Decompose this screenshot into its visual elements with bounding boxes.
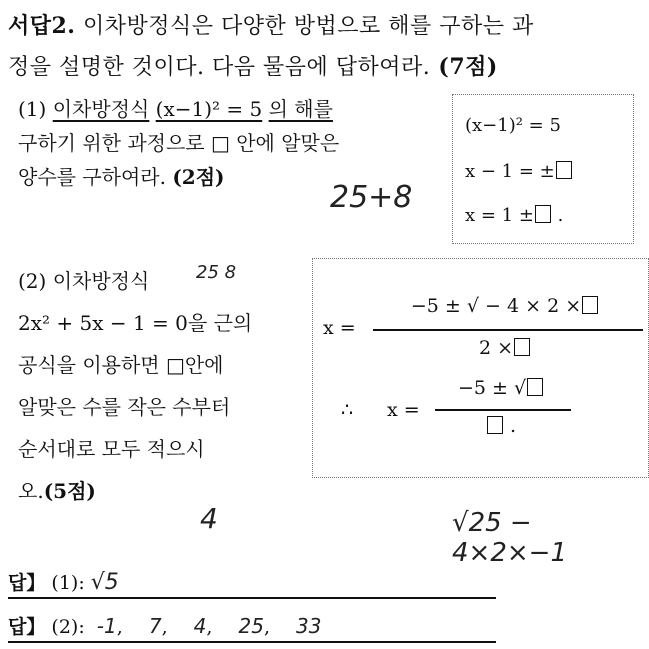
- answer-2-value: 4: [193, 614, 207, 638]
- part2-line4: 알맞은 수를 작은 수부터: [18, 395, 231, 419]
- therefore-denominator: .: [431, 415, 571, 437]
- blank-box: [582, 296, 598, 314]
- blank-box: [487, 416, 503, 434]
- formula-denominator: [369, 337, 641, 359]
- part1-equation: (x−1)² = 5: [155, 97, 263, 121]
- part2-line6: 오.: [18, 479, 44, 503]
- part1-line2: 구하기 위한 과정으로 □ 안에 알맞은: [18, 131, 340, 155]
- box1-line2-text: x − 1 = ±: [465, 161, 555, 182]
- question-title: [8, 6, 643, 88]
- question-text-line1: 이차방정식은 다양한 방법으로 해를 구하는 과: [75, 14, 534, 39]
- answer-2: 답】 (2): -1, 7, 4, 25, 33: [8, 614, 322, 638]
- part1-line1b: 의 해를: [268, 97, 333, 121]
- question-text-line2: 정을 설명한 것이다. 다음 물음에 답하여라.: [8, 55, 431, 80]
- blank-box: [527, 378, 543, 396]
- box1-line1: (x−1)² = 5: [465, 115, 561, 136]
- numerator-text: −5 ± √ − 4 × 2 ×: [410, 295, 582, 317]
- therefore-symbol: ∴: [341, 399, 354, 421]
- answer-2-value: -1: [96, 614, 117, 638]
- x-equals-1: x =: [323, 317, 356, 339]
- part1-label: (1): [18, 97, 47, 121]
- question-points: (7점): [438, 54, 498, 80]
- part1-text: [18, 92, 448, 194]
- answer-2-label: (2):: [51, 616, 85, 638]
- denominator-text: 2 ×: [478, 337, 514, 359]
- part2-label: (2): [18, 269, 47, 293]
- answer-1-value: √5: [90, 570, 119, 595]
- part2-line1: 이차방정식: [52, 269, 150, 293]
- part2-text: [18, 260, 308, 512]
- part1-handwriting: 25+8: [330, 180, 413, 215]
- answer-2-underline: [8, 641, 496, 643]
- part2-line3: 공식을 이용하면 □안에: [18, 353, 224, 377]
- part2-line2: 2x² + 5x − 1 = 0을 근의: [18, 311, 253, 335]
- box1-line3-text: x = 1 ±: [465, 205, 534, 226]
- fraction-line-2: [435, 409, 571, 411]
- answer-1-underline: [8, 597, 496, 599]
- answer-1: [8, 568, 119, 595]
- answer-1-label: (1):: [51, 572, 85, 594]
- box1-line2: [465, 161, 573, 182]
- formula-numerator: [369, 295, 641, 317]
- answer-label-2: 답】: [8, 616, 46, 638]
- part2-handwriting-right: √25 − 4×2×−1: [452, 508, 567, 568]
- blank-box: [514, 338, 530, 356]
- answer-2-value: 33: [296, 614, 322, 638]
- fraction-line: [373, 329, 643, 331]
- therefore-numerator: [431, 377, 571, 399]
- part2-handwriting-bottom: 4: [200, 502, 218, 535]
- blank-box: [556, 161, 572, 179]
- blank-box: [535, 205, 551, 223]
- answer-2-value: 7: [148, 614, 162, 638]
- part2-points: (5점): [43, 479, 96, 503]
- part1-process-box: [452, 94, 634, 244]
- part1-line1a: 이차방정식: [52, 97, 150, 121]
- question-label: 서답2.: [8, 13, 76, 39]
- box1-line3: x = 1 ± .: [465, 205, 564, 226]
- part1-points: (2점): [172, 165, 225, 189]
- therefore-numerator-text: −5 ± √: [457, 377, 527, 399]
- part2-formula-box: [312, 258, 649, 478]
- part2-line5: 순서대로 모두 적으시: [18, 437, 205, 461]
- part2-handwriting-top: 25 8: [196, 262, 237, 283]
- part1-line3: 양수를 구하여라.: [18, 165, 166, 189]
- answer-label-1: 답】: [8, 572, 46, 594]
- x-equals-2: x =: [387, 399, 420, 421]
- answer-2-value: 25: [238, 614, 264, 638]
